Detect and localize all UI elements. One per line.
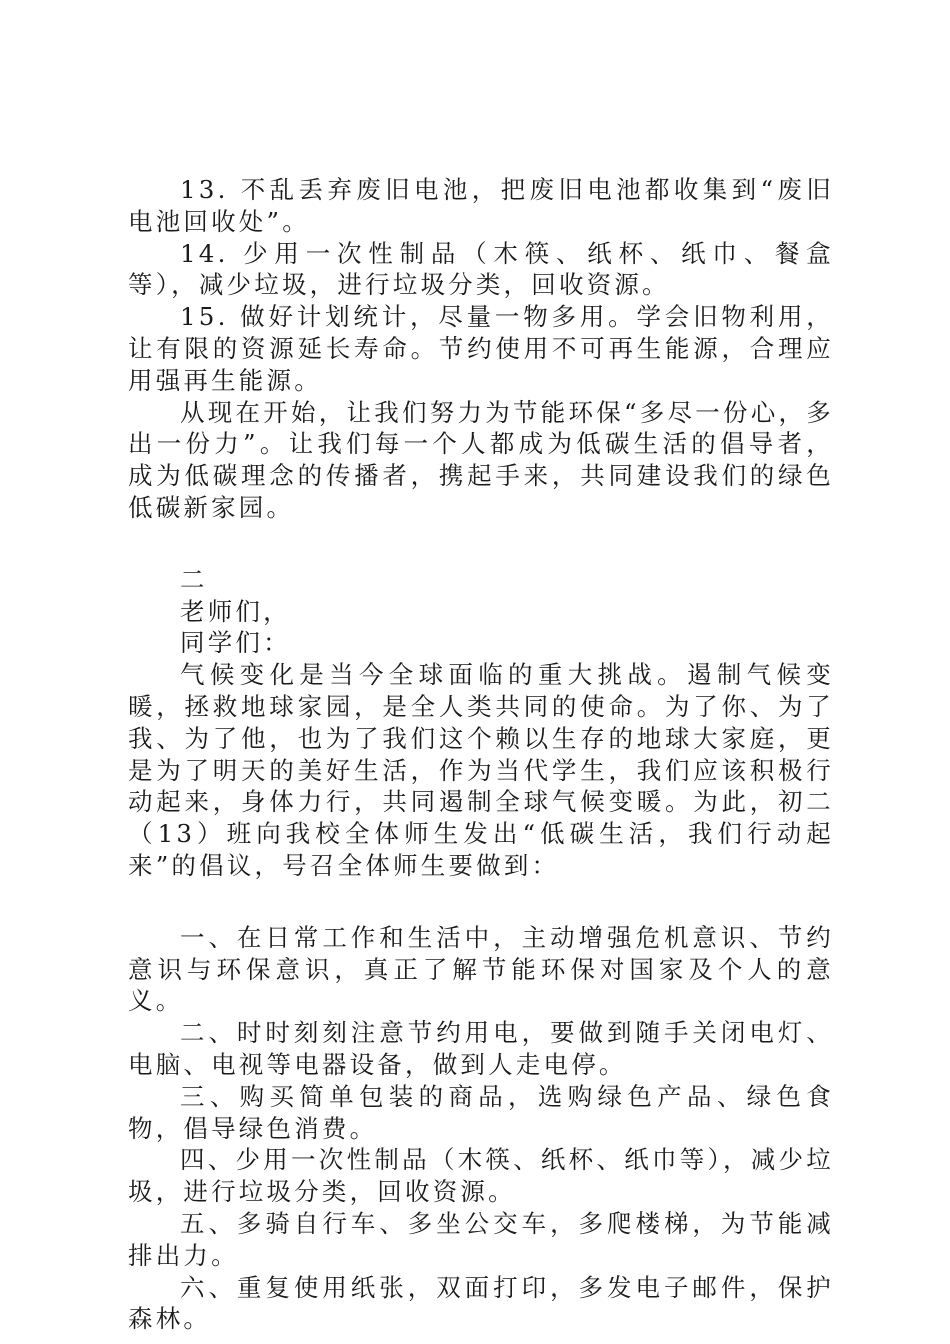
salutation-students: 同学们： [180,628,291,658]
item-14-paragraph: 14. 少用一次性制品（木筷、纸杯、纸巾、餐盒等），减少垃圾，进行垃圾分类，回收资源。 [128,238,834,300]
item-15-paragraph: 15. 做好计划统计，尽量一物多用。学会旧物利用，让有限的资源延长寿命。节约使用不可再生能源，合理应用强再生能源。 [128,302,834,395]
closing-paragraph: 从现在开始，让我们努力为节能环保“多尽一份心，多出一份力”。让我们每一个人都成为低碳生活的倡导者，成为低碳理念的传播者，携起手来，共同建设我们的绿色低碳新家园。 [128,397,834,522]
proposal-item-2: 二、时时刻刻注意节约用电，要做到随手关闭电灯、电脑、电视等电器设备，做到人走电停。 [128,1018,834,1079]
item-13-paragraph: 13. 不乱丢弃废旧电池，把废旧电池都收集到“废旧电池回收处”。 [128,175,834,236]
proposal-item-3: 三、购买简单包装的商品，选购绿色产品、绿色食物，倡导绿色消费。 [128,1081,834,1143]
blank-line [128,882,834,922]
section-heading: 二 [180,564,208,594]
document-page [128,174,834,1335]
salutation-teachers: 老师们， [180,596,291,626]
intro-paragraph: 气候变化是当今全球面临的重大挑战。遏制气候变暖，拯救地球家园，是全人类共同的使命。为了你、为了我、为了他，也为了我们这个赖以生存的地球大家庭，更是为了明天的美好生活，作为当代学生，我们应该积极行动起来，身体力行，共同遏制全球气候变暖。为此，初二（13）班向我校全体师生发出“低碳生活，我们行动起来”的倡议，号召全体师生要做到： [128,660,834,880]
proposal-item-5: 五、多骑自行车、多坐公交车，多爬楼梯，为节能减排出力。 [128,1208,834,1270]
proposal-item-6: 六、重复使用纸张，双面打印，多发电子邮件，保护森林。 [128,1272,834,1334]
blank-line [128,524,834,564]
proposal-item-4: 四、少用一次性制品（木筷、纸杯、纸巾等），减少垃圾，进行垃圾分类，回收资源。 [128,1145,834,1207]
proposal-item-1: 一、在日常工作和生活中，主动增强危机意识、节约意识与环保意识，真正了解节能环保对国家及个人的意义。 [128,922,834,1016]
